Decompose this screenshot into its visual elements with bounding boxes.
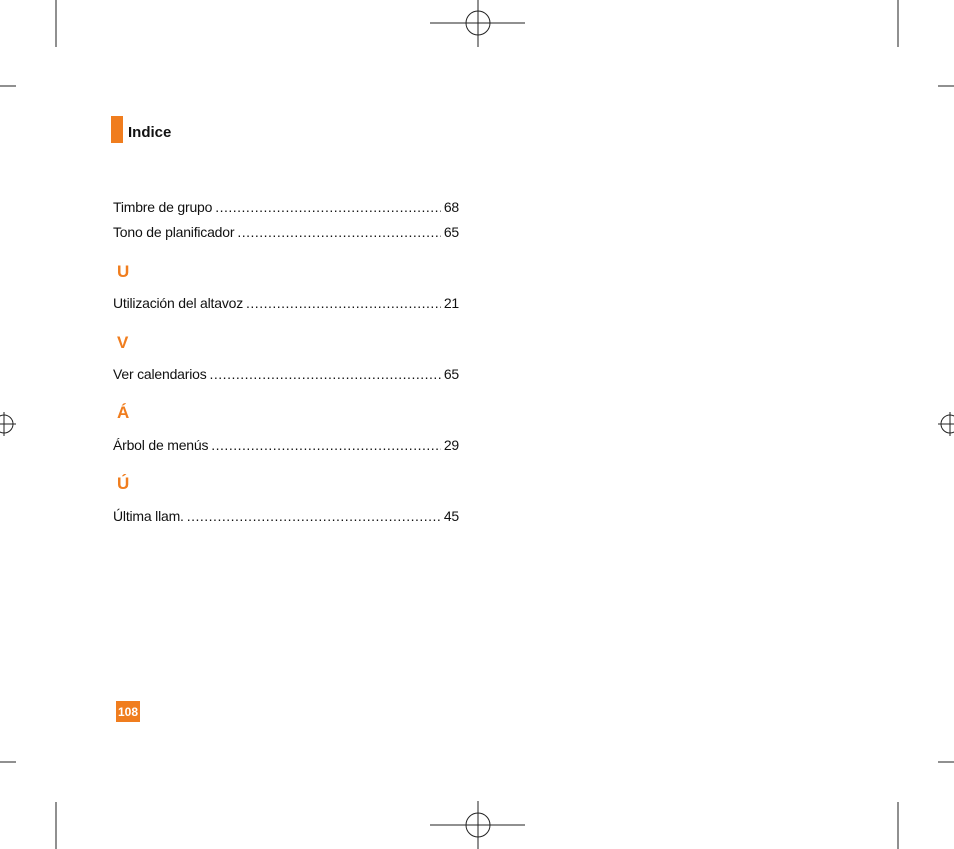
section-letter: Ú xyxy=(117,474,130,493)
index-entry xyxy=(113,508,459,524)
leader-dots xyxy=(237,224,441,240)
index-page: 68 xyxy=(443,199,459,215)
leader-dots xyxy=(210,366,441,382)
index-entry xyxy=(113,199,459,215)
registration-mark-top xyxy=(430,0,525,47)
index-term: Tono de planificador xyxy=(113,224,235,240)
index-page: 45 xyxy=(443,508,459,524)
page-title: Indice xyxy=(128,124,172,141)
section-letter: U xyxy=(117,262,130,281)
leader-dots xyxy=(215,199,441,215)
page-number-badge: 108 xyxy=(116,701,140,722)
index-term: Timbre de grupo xyxy=(113,199,213,215)
index-entry xyxy=(113,224,459,240)
leader-dots xyxy=(187,508,441,524)
index-page: 65 xyxy=(443,224,459,240)
index-term: Ver calendarios xyxy=(113,366,207,382)
section-letter: V xyxy=(117,333,129,352)
registration-mark-left xyxy=(0,412,16,436)
index-page: 65 xyxy=(443,366,459,382)
index-entry xyxy=(113,437,459,453)
header-accent-bar xyxy=(111,116,123,143)
index-term: Última llam. xyxy=(113,508,184,524)
index-entry xyxy=(113,295,459,311)
leader-dots xyxy=(211,437,441,453)
index-term: Utilización del altavoz xyxy=(113,295,244,311)
registration-mark-bottom xyxy=(430,801,525,849)
leader-dots xyxy=(246,295,441,311)
index-page: 29 xyxy=(443,437,459,453)
section-letter: Á xyxy=(117,403,130,422)
registration-mark-right xyxy=(938,412,954,436)
index-page: 21 xyxy=(443,295,459,311)
index-entry xyxy=(113,366,459,382)
index-term: Árbol de menús xyxy=(113,437,209,453)
